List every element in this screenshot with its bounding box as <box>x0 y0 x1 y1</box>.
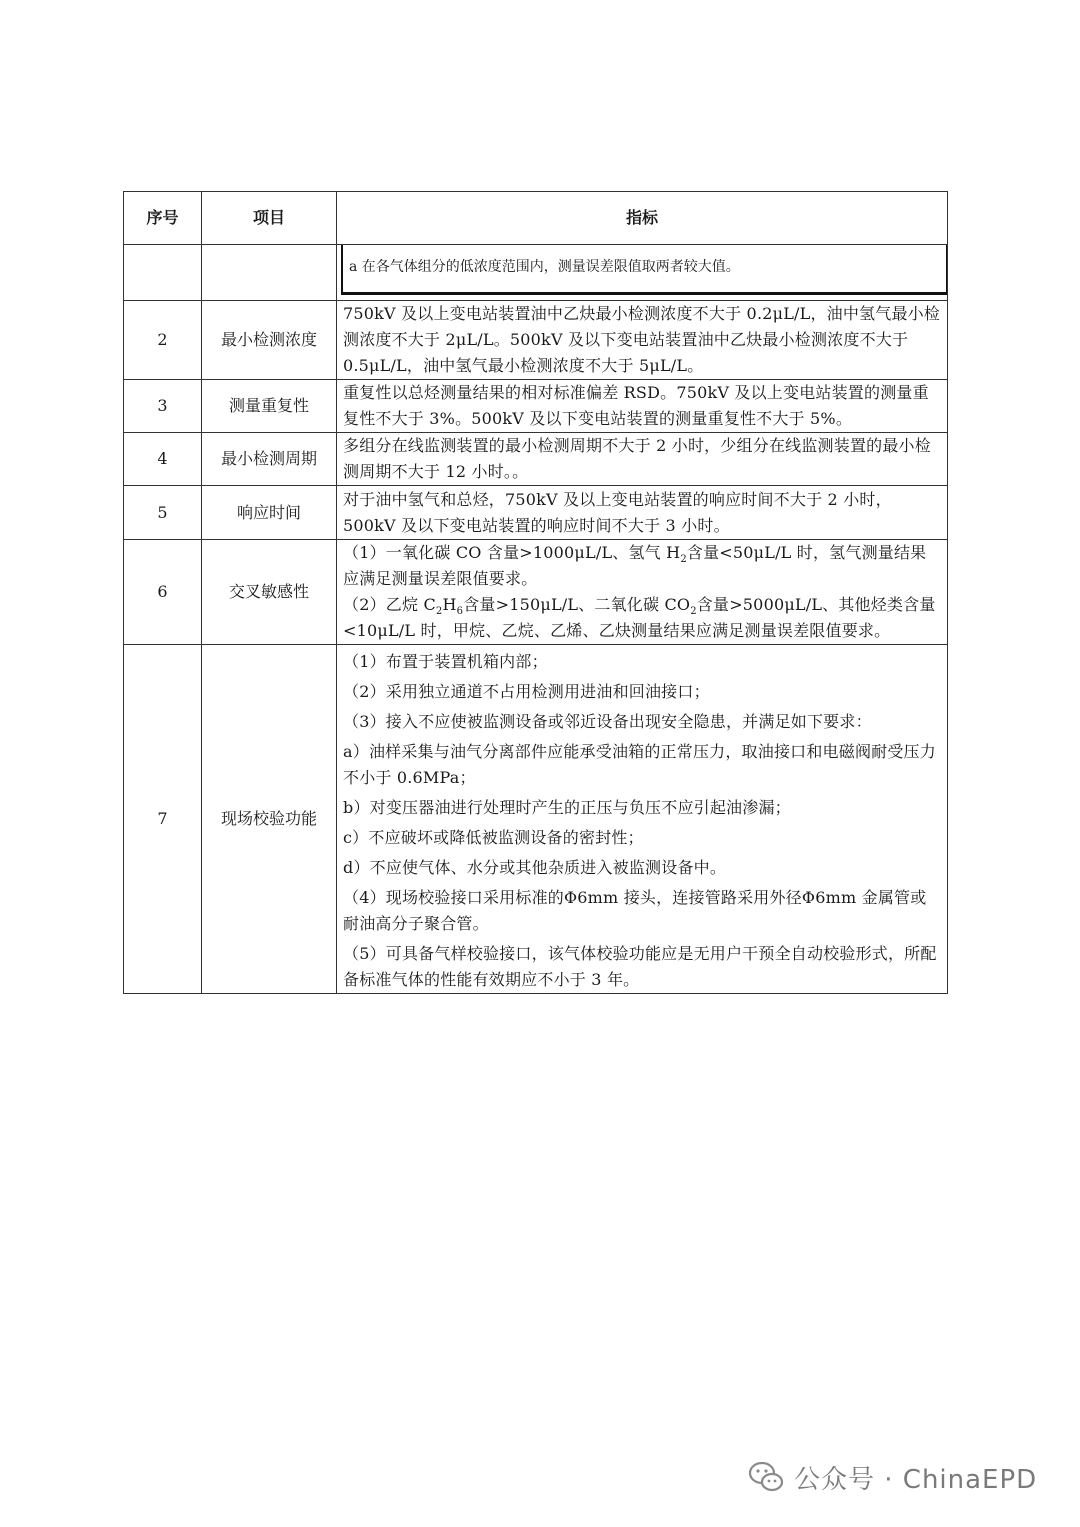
header-item: 项目 <box>202 192 337 245</box>
row-number: 5 <box>124 486 202 540</box>
row-item: 测量重复性 <box>202 380 337 433</box>
row-item: 现场校验功能 <box>202 645 337 994</box>
spec-line: （2）乙烷 $C_2H_6$含量>150μL/L、二氧化碳 $CO_2$含量>5000μL/L、其他烃类含量<10μL/L 时，甲烷、乙烷、乙烯、乙炔测量结果应满足测量误差限值要求。 <box>343 595 936 640</box>
spec-line: （4）现场校验接口采用标准的Φ6mm 接头，连接管路采用外径Φ6mm 金属管或耐油高分子聚合管。 <box>343 888 927 933</box>
header-num: 序号 <box>124 192 202 245</box>
row-number: 7 <box>124 645 202 994</box>
row-item: 最小检测浓度 <box>202 301 337 380</box>
row-item: 响应时间 <box>202 486 337 540</box>
row-item: 交叉敏感性 <box>202 540 337 645</box>
table-row <box>124 486 948 540</box>
row-spec: 对于油中氢气和总烃，750kV 及以上变电站装置的响应时间不大于 2 小时，500kV 及以下变电站装置的响应时间不大于 3 小时。 <box>337 486 948 540</box>
table-row <box>124 301 948 380</box>
row-number: 4 <box>124 433 202 486</box>
header-row <box>124 192 948 245</box>
spec-line: （1）布置于装置机箱内部； <box>343 652 548 671</box>
note-box <box>341 244 948 295</box>
table-row-note <box>124 245 948 301</box>
row-spec: 750kV 及以上变电站装置油中乙炔最小检测浓度不大于 0.2μL/L，油中氢气最小检测浓度不大于 2μL/L。500kV 及以下变电站装置油中乙炔最小检测浓度不大于 0.5μL/L，油中氢气最小检测浓度不大于 5μL/L。 <box>337 301 948 380</box>
watermark <box>748 1457 1037 1497</box>
table-row <box>124 433 948 486</box>
wechat-icon <box>748 1461 784 1493</box>
row-spec <box>337 645 948 994</box>
row-number: 3 <box>124 380 202 433</box>
row-spec <box>337 540 948 645</box>
spec-line: （3）接入不应使被监测设备或邻近设备出现安全隐患，并满足如下要求： <box>343 712 872 731</box>
spec-line: （5）可具备气样校验接口，该气体校验功能应是无用户干预全自动校验形式，所配备标准气体的性能有效期应不小于 3 年。 <box>343 944 937 989</box>
row-number: 2 <box>124 301 202 380</box>
spec-line: （1）一氧化碳 CO 含量>1000μL/L、氢气 $H_2$含量<50μL/L 时，氢气测量结果应满足测量误差限值要求。 <box>343 543 927 588</box>
table-row <box>124 645 948 994</box>
table-row <box>124 380 948 433</box>
spec-line: d）不应使气体、水分或其他杂质进入被监测设备中。 <box>343 858 727 877</box>
row-spec: 重复性以总烃测量结果的相对标准偏差 RSD。750kV 及以上变电站装置的测量重复性不大于 3%。500kV 及以下变电站装置的测量重复性不大于 5%。 <box>337 380 948 433</box>
row-number: 6 <box>124 540 202 645</box>
row-spec: 多组分在线监测装置的最小检测周期不大于 2 小时，少组分在线监测装置的最小检测周期不大于 12 小时。。 <box>337 433 948 486</box>
footnote-text: a 在各气体组分的低浓度范围内，测量误差限值取两者较大值。 <box>349 259 740 275</box>
spec-table <box>123 191 948 994</box>
watermark-text: 公众号 · ChinaEPD <box>794 1464 1038 1495</box>
spec-line: b）对变压器油进行处理时产生的正压与负压不应引起油渗漏； <box>343 798 791 817</box>
spec-line: a）油样采集与油气分离部件应能承受油箱的正常压力，取油接口和电磁阀耐受压力不小于 0.6MPa； <box>343 742 936 787</box>
row-item: 最小检测周期 <box>202 433 337 486</box>
spec-line: c）不应破坏或降低被监测设备的密封性； <box>343 828 644 847</box>
header-spec: 指标 <box>337 192 948 245</box>
spec-line: （2）采用独立通道不占用检测用进油和回油接口； <box>343 682 710 701</box>
table-row <box>124 540 948 645</box>
